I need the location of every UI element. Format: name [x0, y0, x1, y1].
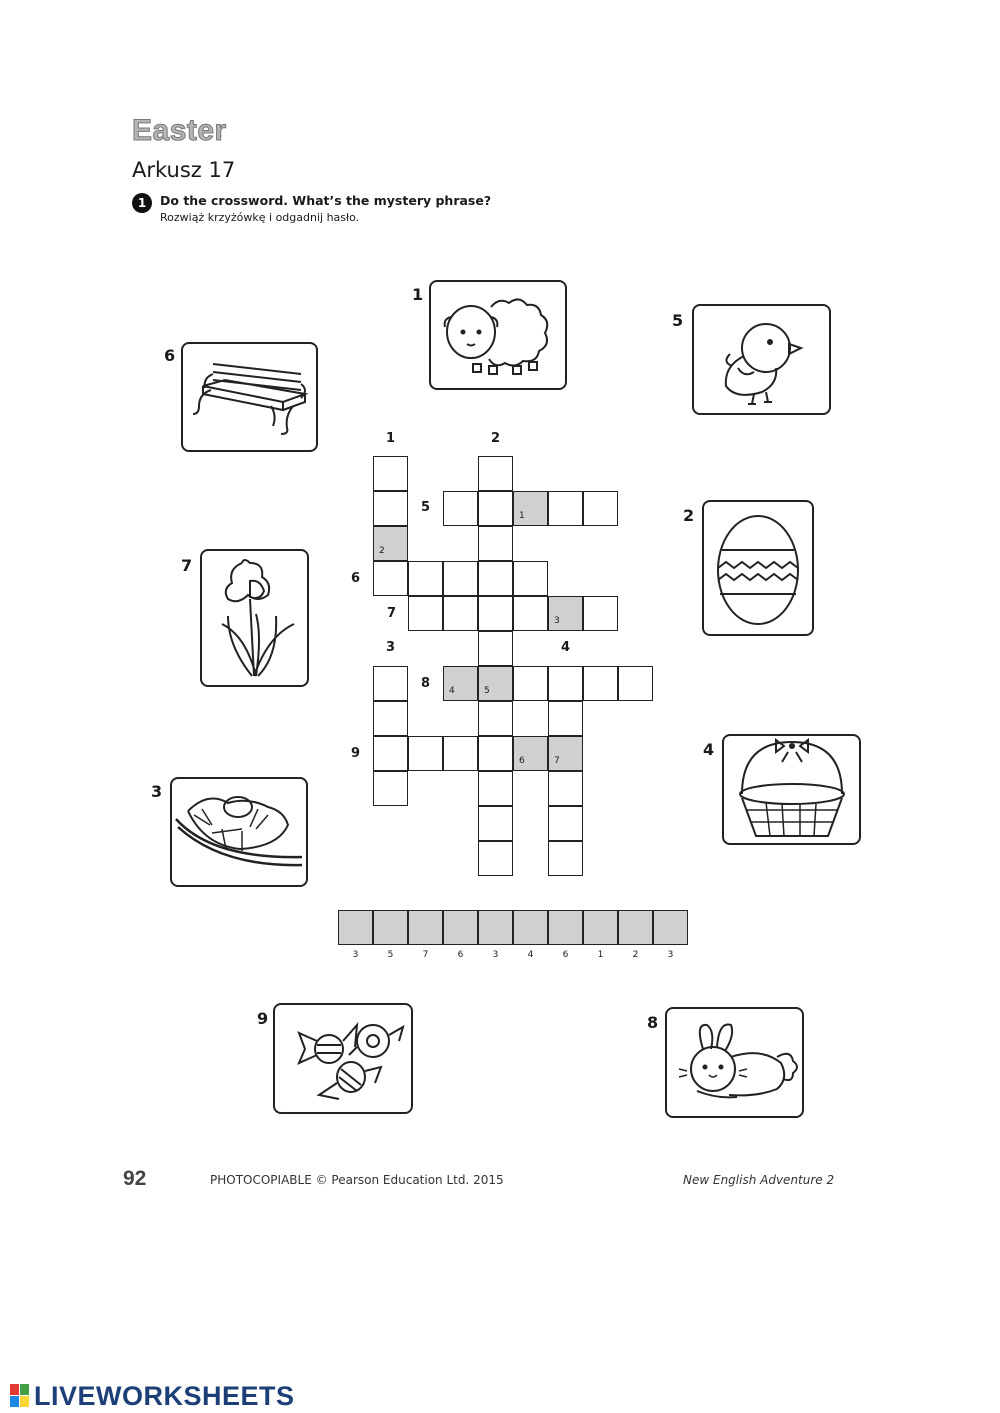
crossword-clue-number-4: 4 — [561, 640, 571, 655]
crossword-cell[interactable] — [478, 806, 513, 841]
shaded-cell-number: 2 — [379, 546, 385, 556]
mystery-cell[interactable] — [338, 910, 373, 945]
bunny-icon — [667, 1009, 802, 1116]
easter-egg-icon — [704, 502, 812, 634]
crossword-cell-shaded[interactable] — [373, 526, 408, 561]
instruction-text-polish: Rozwiąż krzyżówkę i odgadnij hasło. — [160, 211, 360, 224]
crossword-cell[interactable] — [478, 456, 513, 491]
crossword-cell[interactable] — [583, 491, 618, 526]
worksheet-title: Easter — [132, 114, 227, 147]
mystery-letter-number: 3 — [492, 950, 499, 960]
mystery-letter-number: 2 — [632, 950, 639, 960]
sweets-icon — [275, 1005, 411, 1112]
crossword-cell[interactable] — [513, 596, 548, 631]
picture-3 — [170, 777, 308, 887]
picture-8 — [665, 1007, 804, 1118]
picture-number-9: 9 — [257, 1009, 269, 1028]
book-title: New English Adventure 2 — [683, 1173, 835, 1187]
nest-icon — [172, 779, 306, 885]
crossword-cell[interactable] — [443, 561, 478, 596]
crossword-cell[interactable] — [478, 491, 513, 526]
crossword-cell[interactable] — [548, 491, 583, 526]
page-number: 92 — [123, 1167, 147, 1190]
shaded-cell-number: 4 — [449, 686, 455, 696]
crossword-clue-number-5: 5 — [421, 500, 431, 515]
crossword-cell[interactable] — [373, 771, 408, 806]
crossword-cell[interactable] — [408, 736, 443, 771]
exercise-number-badge: 1 — [132, 193, 152, 213]
crossword-cell[interactable] — [408, 561, 443, 596]
liveworksheets-brand[interactable]: LIVEWORKSHEETS — [34, 1381, 295, 1411]
crossword-cell[interactable] — [373, 561, 408, 596]
crossword-clue-number-3: 3 — [386, 640, 396, 655]
mystery-cell[interactable] — [618, 910, 653, 945]
picture-number-5: 5 — [672, 311, 684, 330]
picture-5 — [692, 304, 831, 415]
crossword-cell[interactable] — [478, 596, 513, 631]
crossword-cell-shaded[interactable] — [548, 736, 583, 771]
picture-number-1: 1 — [412, 285, 424, 304]
crossword-cell[interactable] — [548, 841, 583, 876]
crossword-cell[interactable] — [373, 491, 408, 526]
mystery-cell[interactable] — [583, 910, 618, 945]
picture-2 — [702, 500, 814, 636]
instruction-text: Do the crossword. What’s the mystery phrase? — [160, 193, 492, 208]
crossword-cell[interactable] — [513, 666, 548, 701]
mystery-letter-number: 1 — [597, 950, 604, 960]
picture-1 — [429, 280, 567, 390]
mystery-cell[interactable] — [373, 910, 408, 945]
crossword-cell[interactable] — [373, 666, 408, 701]
crossword-cell[interactable] — [583, 666, 618, 701]
picture-number-8: 8 — [647, 1013, 659, 1032]
crossword-cell[interactable] — [548, 666, 583, 701]
copyright-notice: PHOTOCOPIABLE © Pearson Education Ltd. 2015 — [210, 1173, 504, 1187]
mystery-letter-number: 6 — [457, 950, 464, 960]
picture-9 — [273, 1003, 413, 1114]
crossword-cell[interactable] — [513, 561, 548, 596]
crossword-cell[interactable] — [548, 701, 583, 736]
shaded-cell-number: 6 — [519, 756, 525, 766]
crossword-cell-shaded[interactable] — [513, 736, 548, 771]
chick-icon — [694, 306, 829, 413]
crossword-clue-number-7: 7 — [387, 606, 397, 621]
daffodil-icon — [202, 551, 307, 685]
mystery-cell[interactable] — [443, 910, 478, 945]
mystery-letter-number: 5 — [387, 950, 394, 960]
crossword-cell-shaded[interactable] — [513, 491, 548, 526]
mystery-letter-number: 4 — [527, 950, 534, 960]
crossword-cell-shaded[interactable] — [548, 596, 583, 631]
mystery-letter-number: 6 — [562, 950, 569, 960]
liveworksheets-logo-icon — [10, 1384, 30, 1408]
crossword-clue-number-8: 8 — [421, 676, 431, 691]
crossword-cell-shaded[interactable] — [478, 666, 513, 701]
picture-number-7: 7 — [181, 556, 193, 575]
crossword-cell[interactable] — [478, 701, 513, 736]
picture-number-2: 2 — [683, 506, 695, 525]
crossword-cell[interactable] — [618, 666, 653, 701]
crossword-cell[interactable] — [478, 736, 513, 771]
crossword-cell-shaded[interactable] — [443, 666, 478, 701]
picture-number-6: 6 — [164, 346, 176, 365]
mystery-cell[interactable] — [478, 910, 513, 945]
crossword-cell[interactable] — [548, 806, 583, 841]
crossword-cell[interactable] — [373, 736, 408, 771]
crossword-cell[interactable] — [478, 526, 513, 561]
basket-icon — [724, 736, 859, 843]
crossword-cell[interactable] — [478, 771, 513, 806]
crossword-cell[interactable] — [443, 491, 478, 526]
mystery-cell[interactable] — [513, 910, 548, 945]
picture-7 — [200, 549, 309, 687]
shaded-cell-number: 1 — [519, 511, 525, 521]
crossword-cell[interactable] — [373, 701, 408, 736]
mystery-cell[interactable] — [548, 910, 583, 945]
crossword-cell[interactable] — [478, 841, 513, 876]
picture-number-4: 4 — [703, 740, 715, 759]
mystery-cell[interactable] — [653, 910, 688, 945]
crossword-clue-number-2: 2 — [491, 431, 501, 446]
crossword-clue-number-1: 1 — [386, 431, 396, 446]
crossword-cell[interactable] — [478, 561, 513, 596]
mystery-phrase — [338, 910, 690, 980]
picture-number-3: 3 — [151, 782, 163, 801]
bench-icon — [183, 344, 316, 450]
picture-4 — [722, 734, 861, 845]
mystery-letter-number: 7 — [422, 950, 429, 960]
shaded-cell-number: 5 — [484, 686, 490, 696]
crossword-cell[interactable] — [408, 596, 443, 631]
worksheet-subtitle: Arkusz 17 — [132, 158, 236, 182]
mystery-letter-number: 3 — [352, 950, 359, 960]
picture-6 — [181, 342, 318, 452]
crossword-clue-number-9: 9 — [351, 746, 361, 761]
crossword-cell[interactable] — [548, 771, 583, 806]
lamb-icon — [431, 282, 565, 388]
mystery-cell[interactable] — [408, 910, 443, 945]
crossword-cell[interactable] — [373, 456, 408, 491]
shaded-cell-number: 7 — [554, 756, 560, 766]
mystery-letter-number: 3 — [667, 950, 674, 960]
crossword-cell[interactable] — [583, 596, 618, 631]
shaded-cell-number: 3 — [554, 616, 560, 626]
crossword-cell[interactable] — [478, 631, 513, 666]
crossword-cell[interactable] — [443, 596, 478, 631]
crossword-cell[interactable] — [443, 736, 478, 771]
crossword-clue-number-6: 6 — [351, 571, 361, 586]
